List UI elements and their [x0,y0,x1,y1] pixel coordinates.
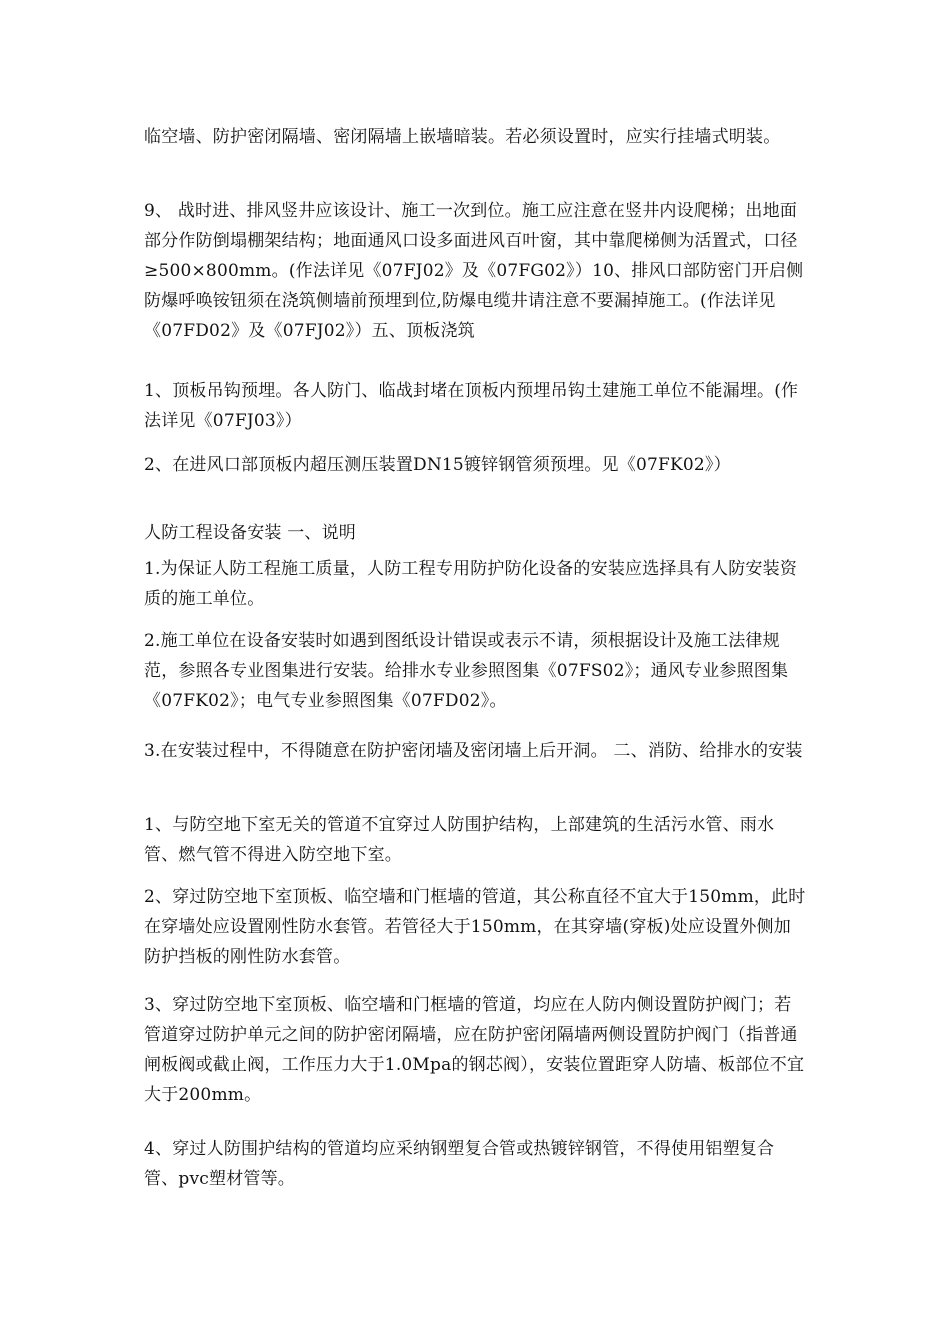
paragraph-11: 4、穿过人防围护结构的管道均应采纳钢塑复合管或热镀锌钢管，不得使用铝塑复合管、pvc塑材管等。 [144,1139,775,1189]
paragraph-8: 1、与防空地下室无关的管道不宜穿过人防围护结构，上部建筑的生活污水管、雨水管、燃气管不得进入防空地下室。 [144,815,775,865]
paragraph-2: 9、 战时进、排风竖井应该设计、施工一次到位。施工应注意在竖井内设爬梯；出地面部分作防倒塌棚架结构；地面通风口设多面进风百叶窗，其中靠爬梯侧为活置式，口径≥500×800mm。(作法详见《07FJ02》及《07FG02》）10、排风口部防密门开启侧防爆呼唤铵钮须在浇筑侧墙前预埋到位,防爆电缆井请注意不要漏掉施工。(作法详见《07FD02》及《07FJ02》）五、顶板浇筑 [144,201,804,341]
paragraph-9: 2、穿过防空地下室顶板、临空墙和门框墙的管道，其公称直径不宜大于150mm，此时在穿墙处应设置刚性防水套管。若管径大于150mm，在其穿墙(穿板)处应设置外侧加防护挡板的刚性防水套管。 [144,887,806,967]
paragraph-5: 1.为保证人防工程施工质量，人防工程专用防护防化设备的安装应选择具有人防安装资质的施工单位。 [144,559,798,609]
paragraph-10: 3、穿过防空地下室顶板、临空墙和门框墙的管道，均应在人防内侧设置防护阀门；若管道穿过防护单元之间的防护密闭隔墙，应在防护密闭隔墙两侧设置防护阀门（指普通闸板阀或截止阀，工作压力大于1.0Mpa的钢芯阀），安装位置距穿人防墙、板部位不宜大于200mm。 [144,995,805,1105]
section-heading: 人防工程设备安装 一、说明 [144,523,357,543]
paragraph-4: 2、在进风口部顶板内超压测压装置DN15镀锌钢管须预埋。见《07FK02》） [144,455,731,475]
paragraph-3: 1、顶板吊钩预埋。各人防门、临战封堵在顶板内预埋吊钩土建施工单位不能漏埋。(作法详见《07FJ03》） [144,381,799,431]
paragraph-1: 临空墙、防护密闭隔墙、密闭隔墙上嵌墙暗装。若必须设置时，应实行挂墙式明装。 [144,127,781,147]
paragraph-7: 3.在安装过程中，不得随意在防护密闭墙及密闭墙上后开洞。 二、消防、给排水的安装 [144,741,803,761]
paragraph-6: 2.施工单位在设备安装时如遇到图纸设计错误或表示不请，须根据设计及施工法律规范，参照各专业图集进行安装。给排水专业参照图集《07FS02》；通风专业参照图集《07FK02》；电气专业参照图集《07FD02》。 [144,631,789,711]
